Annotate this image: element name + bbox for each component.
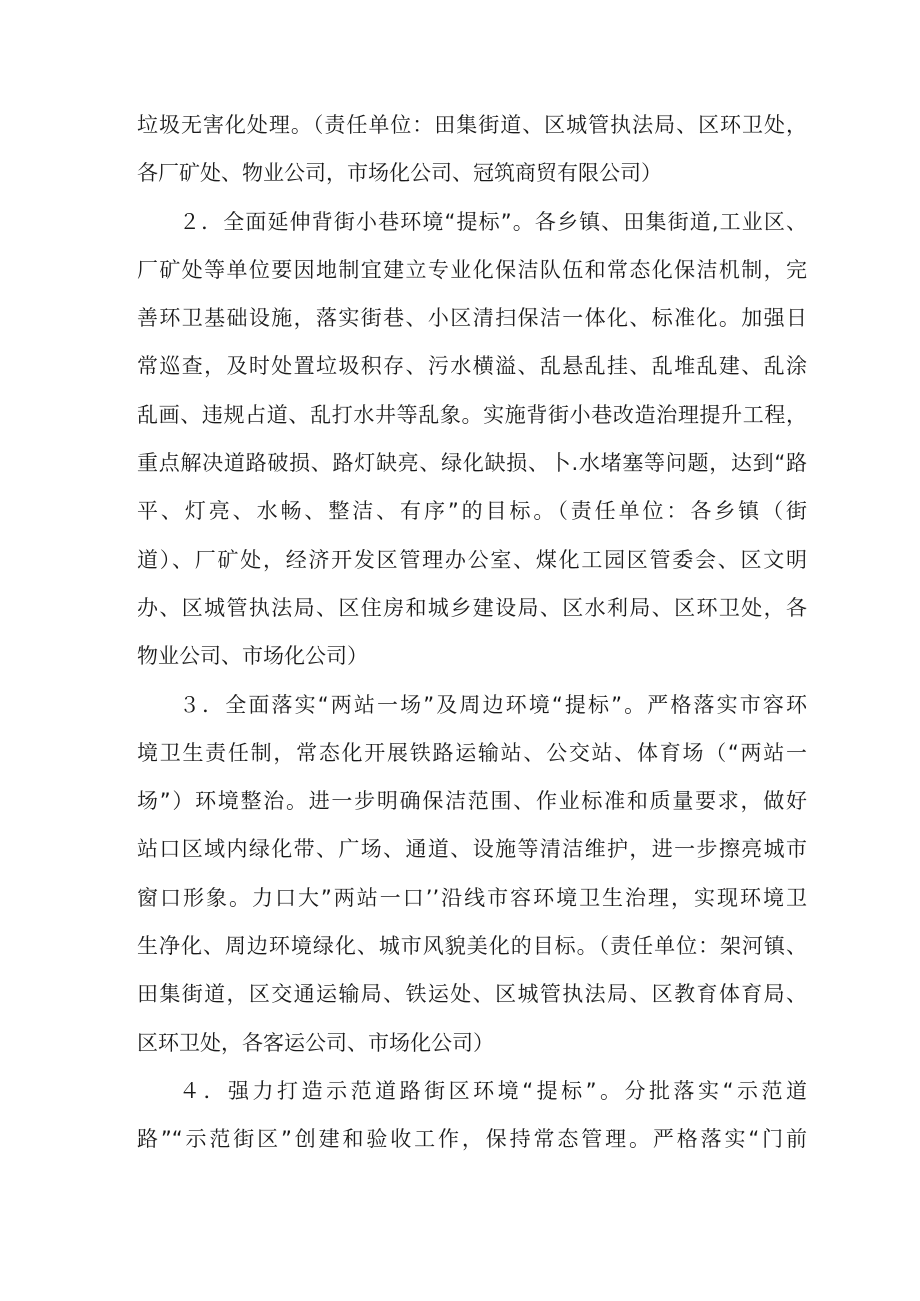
text-line: 场”）环境整治。进一步明确保洁范围、作业标准和质量要求，做好 xyxy=(137,789,807,814)
text-line: ３．全面落实“两站一场”及周边环境“提标”。严格落实市容环 xyxy=(179,692,807,717)
text-line: 站口区域内绿化带、广场、通道、设施等清洁维护，进一步擦亮城市 xyxy=(137,837,807,862)
text-line: 区环卫处，各客运公司、市场化公司） xyxy=(137,1030,494,1055)
text-line: 善环卫基础设施，落实街巷、小区清扫保洁一体化、标准化。加强日 xyxy=(137,306,807,331)
text-line: 窗口形象。力口大”两站一口’’沿线市容环境卫生治理，实现环境卫 xyxy=(137,885,807,910)
text-line: 重点解决道路破损、路灯缺亮、绿化缺损、卜.水堵塞等问题，达到“路 xyxy=(137,451,807,476)
text-line: 道）、厂矿处，经济开发区管理办公室、煤化工园区管委会、区文明 xyxy=(137,547,807,572)
text-line: 平、灯亮、水畅、整洁、有序”的目标。（责任单位：各乡镇（街 xyxy=(137,499,807,524)
text-line: 物业公司、市场化公司） xyxy=(137,644,368,669)
text-line: 田集街道，区交通运输局、铁运处、区城管执法局、区教育体育局、 xyxy=(137,982,807,1007)
text-line: ４．强力打造示范道路街区环境“提标”。分批落实“示范道 xyxy=(179,1078,807,1103)
text-line: 厂矿处等单位要因地制宜建立专业化保洁队伍和常态化保洁机制，完 xyxy=(137,257,807,282)
text-line: 乱画、违规占道、乱打水井等乱象。实施背街小巷改造治理提升工程， xyxy=(137,402,807,427)
text-line: 各厂矿处、物业公司，市场化公司、冠筑商贸有限公司） xyxy=(137,161,662,186)
text-line: ２．全面延伸背街小巷环境“提标”。各乡镇、田集街道,工业区、 xyxy=(179,209,807,234)
text-line: 常巡查，及时处置垃圾积存、污水横溢、乱悬乱挂、乱堆乱建、乱涂 xyxy=(137,354,807,379)
text-line: 垃圾无害化处理。（责任单位：田集街道、区城管执法局、区环卫处， xyxy=(137,113,807,137)
text-line: 路”“示范街区”创建和验收工作，保持常态管理。严格落实“门前 xyxy=(137,1127,807,1152)
text-line: 办、区城管执法局、区住房和城乡建设局、区水利局、区环卫处，各 xyxy=(137,595,807,620)
document-body xyxy=(137,101,807,1164)
text-line: 生净化、周边环境绿化、城市风貌美化的目标。（责任单位：架河镇、 xyxy=(137,934,807,959)
text-line: 境卫生责任制，常态化开展铁路运输站、公交站、体育场（“两站一 xyxy=(137,740,807,765)
